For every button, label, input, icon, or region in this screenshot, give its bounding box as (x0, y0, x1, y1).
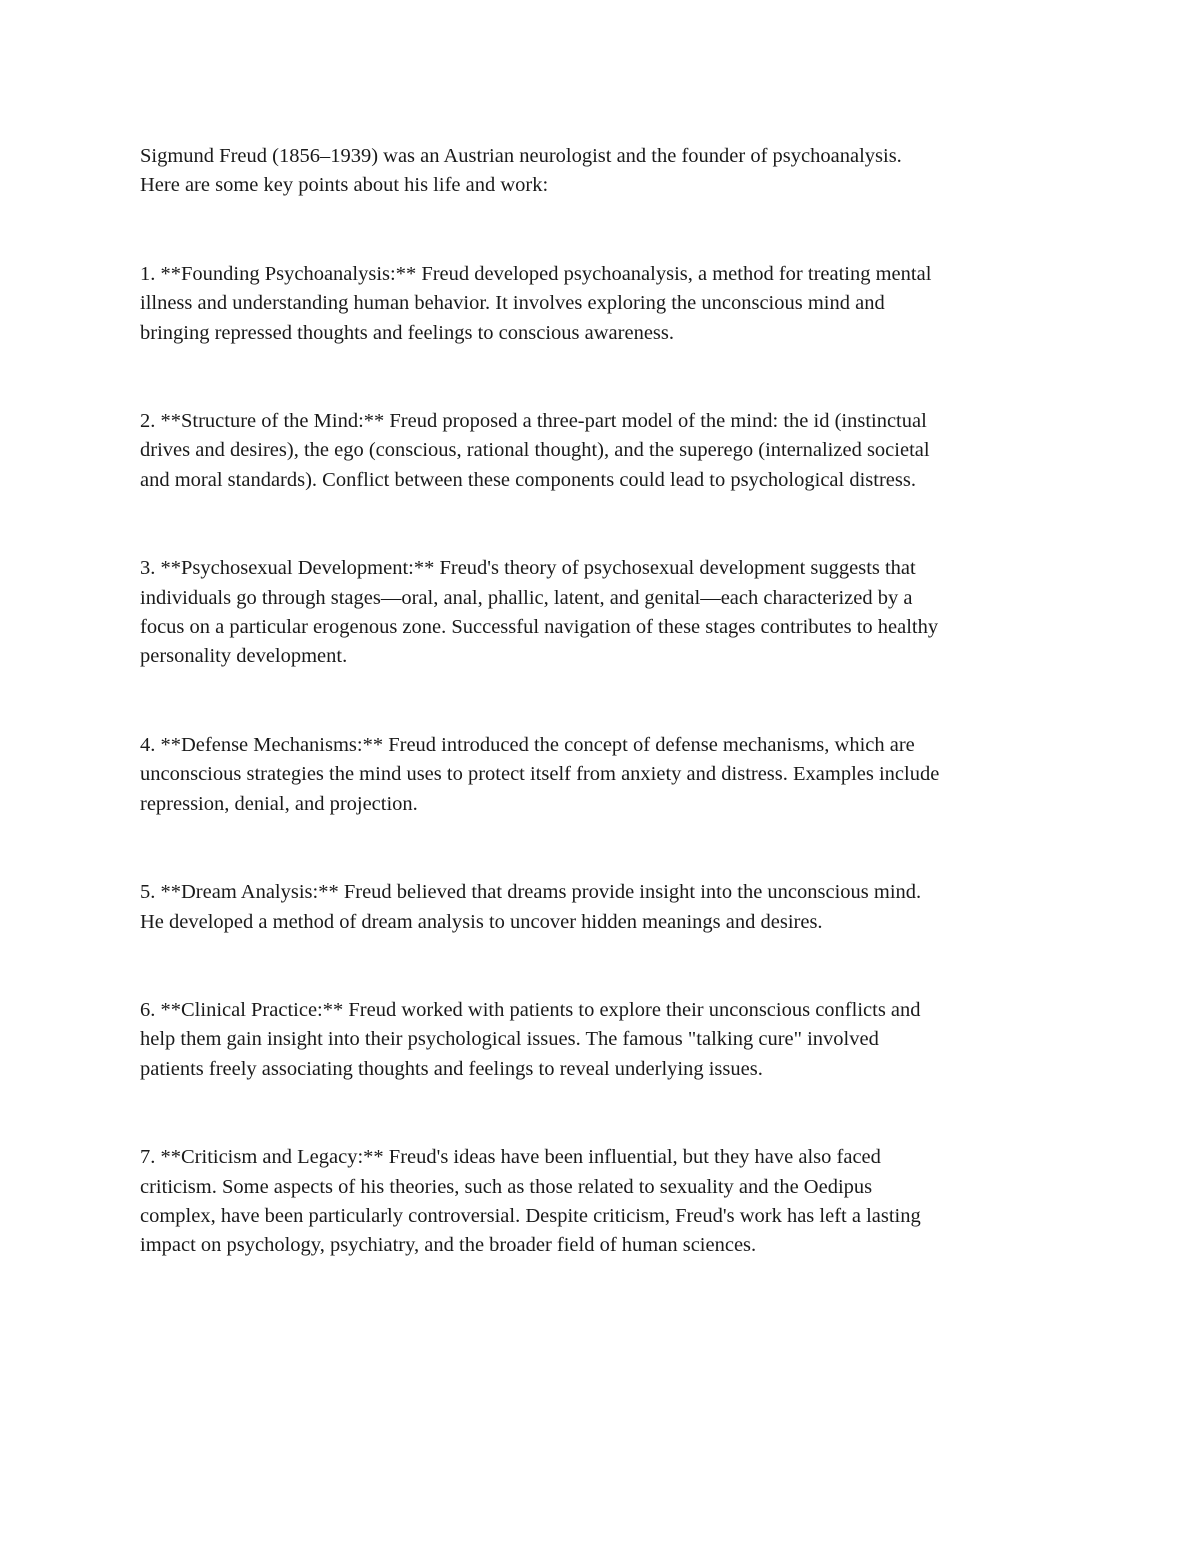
point-psychosexual-development: 3. **Psychosexual Development:** Freud's theory of psychosexual development suggests that individuals go through stages—oral, anal, phallic, latent, and genital—each characterized by a focus on a particular erogenous zone. Successful navigation of these stages contributes to healthy personality development. (140, 557, 939, 668)
point-founding-psychoanalysis: 1. **Founding Psychoanalysis:** Freud developed psychoanalysis, a method for treating mental illness and understanding human behavior. It involves exploring the unconscious mind and bringing repressed thoughts and feelings to conscious awareness. (140, 262, 932, 344)
point-defense-mechanisms: 4. **Defense Mechanisms:** Freud introduced the concept of defense mechanisms, which are unconscious strategies the mind uses to protect itself from anxiety and distress. Examples include repression, denial, and projection. (140, 733, 940, 815)
point-structure-of-mind: 2. **Structure of the Mind:** Freud proposed a three-part model of the mind: the id (instinctual drives and desires), the ego (conscious, rational thought), and the superego (internalized societal and moral standards). Conflict between these components could lead to psychological distress. (140, 410, 930, 491)
document-body (140, 142, 1070, 1320)
point-dream-analysis: 5. **Dream Analysis:** Freud believed that dreams provide insight into the unconscious mind. He developed a method of dream analysis to uncover hidden meanings and desires. (140, 881, 922, 933)
intro-paragraph: Sigmund Freud (1856–1939) was an Austrian neurologist and the founder of psychoanalysis. Here are some key points about his life and work: (140, 145, 902, 197)
point-criticism-and-legacy: 7. **Criticism and Legacy:** Freud's ideas have been influential, but they have also faced criticism. Some aspects of his theories, such as those related to sexuality and the Oedipus complex, have been particularly controversial. Despite criticism, Freud's work has left a lasting impact on psychology, psychiatry, and the broader field of human sciences. (140, 1146, 921, 1257)
point-clinical-practice: 6. **Clinical Practice:** Freud worked with patients to explore their unconscious conflicts and help them gain insight into their psychological issues. The famous "talking cure" involved patients freely associating thoughts and feelings to reveal underlying issues. (140, 998, 921, 1080)
